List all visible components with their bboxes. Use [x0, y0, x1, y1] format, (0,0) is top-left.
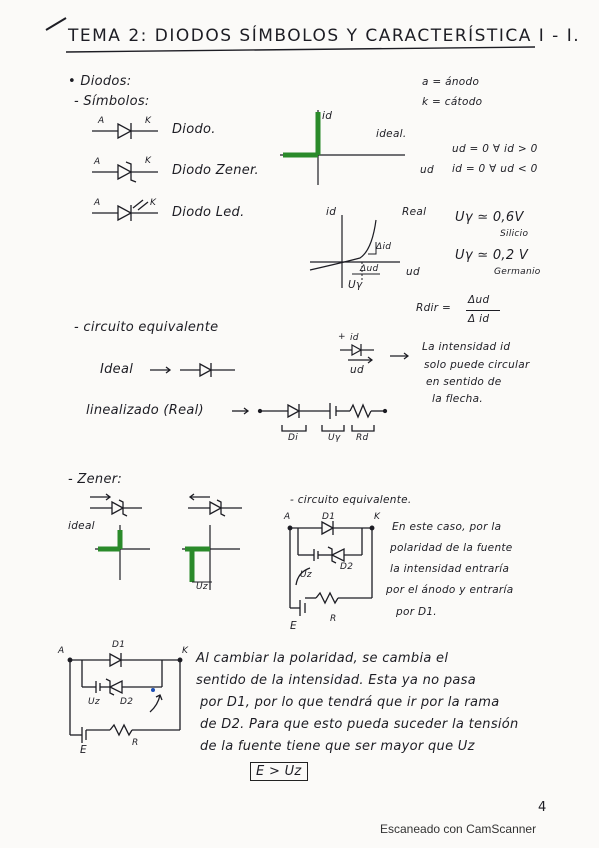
ideal-graph: [280, 110, 405, 185]
circuit-note-2: solo puede circular: [424, 359, 530, 371]
circuit-note-1: La intensidad id: [422, 341, 511, 353]
diode-k-label: K: [145, 116, 152, 126]
scanner-footer: Escaneado con CamScanner: [380, 822, 537, 836]
zener-a-label: A: [94, 157, 101, 167]
reverse-line-5: de la fuente tiene que ser mayor que Uz: [200, 739, 475, 754]
rdir-denominator: Δ id: [468, 313, 490, 325]
title-underline: [66, 47, 535, 52]
rdir-label: Rdir =: [416, 302, 452, 314]
real-label: Real: [402, 206, 427, 218]
anodo-note: a = ánodo: [422, 76, 480, 88]
zener-note-5: por D1.: [396, 606, 437, 618]
zener-k-label: K: [145, 156, 152, 166]
real-ud-label: ud: [406, 266, 420, 278]
zener-equiv-heading: - circuito equivalente.: [290, 494, 412, 506]
led-k-label: K: [150, 198, 157, 208]
zener-d1-label: D1: [322, 512, 336, 522]
silicio-label: Silicio: [500, 229, 529, 239]
zener-a-node: A: [284, 512, 291, 522]
plus-sign: +: [338, 332, 346, 342]
ideal-cond2: id = 0 ∀ ud < 0: [452, 163, 538, 175]
rdir-numerator: Δud: [468, 294, 490, 306]
ideal-circuit-label: Ideal: [100, 362, 134, 377]
zener-equivalent-circuit: [288, 521, 374, 616]
small-id-label: id: [350, 333, 359, 343]
ideal-equivalent: [150, 363, 235, 377]
zener-heading: - Zener:: [68, 472, 123, 487]
rev-r-label: R: [132, 738, 139, 748]
circuit-note-3: en sentido de: [426, 376, 502, 388]
rev-a-node: A: [58, 646, 65, 656]
zener-k-node: K: [374, 512, 381, 522]
zener-note-4: por el ánodo y entraría: [386, 584, 514, 596]
diode-id-ud: [340, 344, 408, 363]
circuito-heading: - circuito equivalente: [74, 320, 219, 335]
real-id-label: id: [326, 206, 337, 218]
delta-id-label: Δid: [376, 242, 392, 252]
title-mark: [46, 18, 66, 30]
linealizado-label: linealizado (Real): [86, 403, 204, 418]
circuit-note-4: la flecha.: [432, 393, 483, 405]
rev-d2-label: D2: [120, 697, 134, 707]
simbolos-heading: - Símbolos:: [74, 94, 150, 109]
page-title: TEMA 2: DIODOS SÍMBOLOS Y CARACTERÍSTICA I - I.: [68, 26, 581, 46]
germanio-label: Germanio: [494, 267, 541, 277]
reverse-line-4: de D2. Para que esto pueda suceder la tensión: [200, 717, 519, 732]
rdir-fraction-bar: [466, 310, 500, 311]
boxed-condition: E > Uz: [250, 762, 308, 781]
zener-d2-label: D2: [340, 562, 354, 572]
zener-note-2: polaridad de la fuente: [390, 542, 513, 554]
reverse-line-2: sentido de la intensidad. Esta ya no pasa: [196, 673, 477, 688]
silicio-value: Uγ ≃ 0,6V: [455, 210, 524, 225]
reverse-line-3: por D1, por lo que tendrá que ir por la rama: [200, 695, 500, 710]
ideal-id-label: id: [322, 110, 333, 122]
rev-k-node: K: [182, 646, 189, 656]
ideal-ud-label: ud: [420, 164, 434, 176]
germanio-value: Uγ ≃ 0,2 V: [455, 248, 529, 263]
ideal-cond1: ud = 0 ∀ id > 0: [452, 143, 538, 155]
ideal-label: ideal.: [376, 128, 407, 140]
led-a-label: A: [94, 198, 101, 208]
ug-label: Uγ: [328, 433, 341, 443]
delta-ud-label: Δud: [360, 264, 379, 274]
zener-note-3: la intensidad entraría: [390, 563, 510, 575]
led-symbol: [92, 200, 158, 221]
diodo-label: Diodo.: [172, 122, 216, 137]
zener-symbols: [90, 494, 242, 516]
zener-ideal-graphs: [95, 525, 240, 590]
catodo-note: k = cátodo: [422, 96, 483, 108]
small-ud-label: ud: [350, 364, 364, 376]
diode-a-label: A: [98, 116, 105, 126]
zener-uz-node: Uz: [300, 570, 312, 580]
zener-e-label: E: [290, 620, 297, 632]
rd-label: Rd: [356, 433, 369, 443]
zener-note-1: En este caso, por la: [392, 521, 502, 533]
diodos-heading: • Diodos:: [68, 74, 132, 89]
zener-label: Diodo Zener.: [172, 163, 259, 178]
reverse-line-1: Al cambiar la polaridad, se cambia el: [196, 651, 449, 666]
zener-ideal-label: ideal: [68, 520, 95, 532]
di-label: Di: [288, 433, 299, 443]
rev-d1-label: D1: [112, 640, 126, 650]
rev-e-label: E: [80, 744, 87, 756]
linealized-circuit: [232, 403, 387, 431]
zener-r-label: R: [330, 614, 337, 624]
rev-uz-label: Uz: [88, 697, 100, 707]
zener-uz-label: Uz: [196, 582, 208, 592]
led-label: Diodo Led.: [172, 205, 245, 220]
page-number: 4: [538, 800, 547, 815]
ugamma-label: Uγ: [348, 279, 363, 291]
